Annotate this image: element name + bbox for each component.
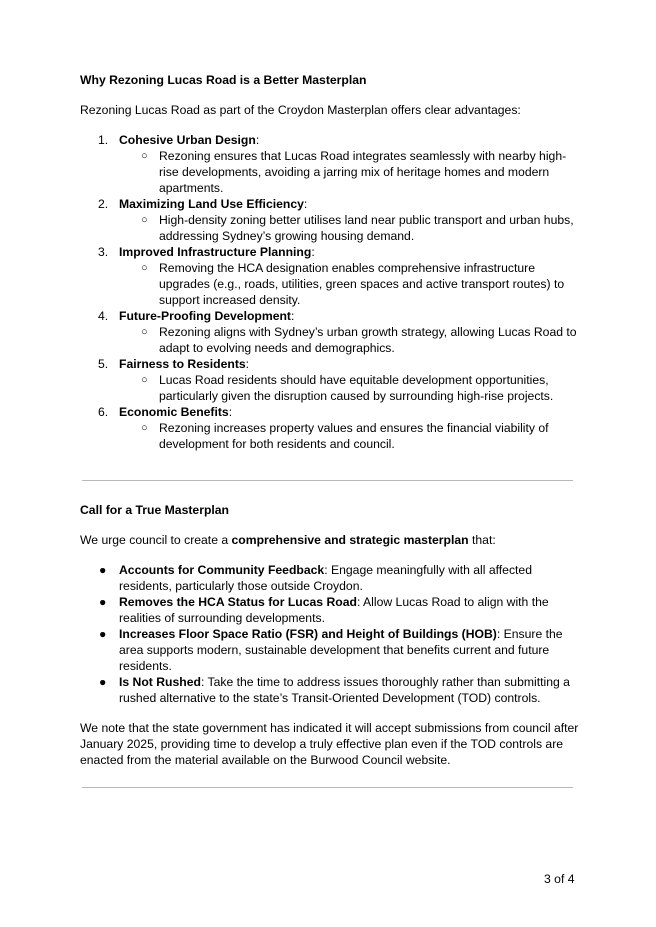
- list-number: 4.: [98, 309, 109, 323]
- circle-bullet-icon: ○: [141, 374, 148, 386]
- sub-list-item: [119, 420, 580, 452]
- sub-list-item: [119, 372, 580, 404]
- bullet-icon: ●: [99, 595, 107, 609]
- sub-item-text: Rezoning aligns with Sydney’s urban growth strategy, allowing Lucas Road to adapt to evolving needs and demographics.: [159, 325, 577, 355]
- bullet-text: : Take the time to address issues thoroughly rather than submitting a rushed alternative to the state’s Transit-Oriented Development (TOD) controls.: [119, 675, 570, 705]
- colon: :: [228, 405, 233, 419]
- bullet-text: : Allow Lucas Road to align with the realities of surrounding developments.: [119, 595, 549, 625]
- intro-text: We urge council to create a: [80, 533, 232, 547]
- list-item-title: Cohesive Urban Design: [119, 133, 256, 147]
- list-item: [80, 196, 580, 244]
- bullet-title: Removes the HCA Status for Lucas Road: [119, 595, 357, 609]
- colon: :: [255, 133, 260, 147]
- colon: :: [311, 245, 315, 259]
- list-number: 5.: [98, 357, 109, 371]
- bullet-icon: ●: [99, 563, 107, 577]
- list-item: [80, 674, 580, 706]
- bullet-text: : Engage meaningfully with all affected residents, particularly those outside Croydon.: [119, 563, 532, 593]
- section-heading-masterplan: Call for a True Masterplan: [80, 503, 229, 517]
- circle-bullet-icon: ○: [141, 150, 148, 162]
- list-item: [80, 132, 580, 196]
- page-number: 3 of 4: [544, 872, 575, 886]
- circle-bullet-icon: ○: [141, 326, 148, 338]
- bullet-text: : Ensure the area supports modern, sustainable development that benefits current and future residents.: [119, 627, 563, 673]
- list-item: [80, 356, 580, 404]
- bullet-title: Increases Floor Space Ratio (FSR) and Height of Buildings (HOB): [119, 627, 497, 641]
- sub-list-item: [119, 260, 580, 308]
- list-item-title: Fairness to Residents: [119, 357, 246, 371]
- list-item: [80, 308, 580, 356]
- section-intro-masterplan: [80, 532, 580, 548]
- document-page: [80, 72, 580, 452]
- list-item: [80, 404, 580, 452]
- list-item-title: Economic Benefits: [119, 405, 229, 419]
- list-item-title: Maximizing Land Use Efficiency: [119, 197, 304, 211]
- list-number: 3.: [98, 245, 109, 259]
- list-item: [80, 562, 580, 594]
- sub-item-text: Lucas Road residents should have equitable development opportunities, particularly given the disruption caused by surrounding high-rise projects.: [159, 373, 554, 403]
- list-number: 2.: [98, 197, 109, 211]
- masterplan-requirements-list: [80, 562, 580, 706]
- section-heading-rezoning: Why Rezoning Lucas Road is a Better Masterplan: [80, 73, 367, 87]
- bullet-title: Is Not Rushed: [119, 675, 201, 689]
- sub-item-text: Rezoning ensures that Lucas Road integrates seamlessly with nearby high-rise developments, avoiding a jarring mix of heritage homes and modern apartments.: [159, 149, 567, 195]
- list-item: [80, 594, 580, 626]
- list-item: [80, 626, 580, 674]
- section-intro-rezoning: Rezoning Lucas Road as part of the Croydon Masterplan offers clear advantages:: [80, 103, 521, 117]
- bullet-icon: ●: [99, 627, 107, 641]
- colon: :: [303, 197, 308, 211]
- colon: :: [245, 357, 250, 371]
- advantages-list: [80, 132, 580, 452]
- sub-item-text: Rezoning increases property values and ensures the financial viability of development for both residents and council.: [159, 421, 549, 451]
- list-item: [80, 244, 580, 308]
- horizontal-divider: [82, 787, 573, 788]
- colon: :: [290, 309, 295, 323]
- sub-list-item: [119, 148, 580, 196]
- circle-bullet-icon: ○: [141, 214, 148, 226]
- sub-list-item: [119, 324, 580, 356]
- sub-list-item: [119, 212, 580, 244]
- sub-item-text: High-density zoning better utilises land near public transport and urban hubs, addressing Sydney’s growing housing demand.: [159, 213, 574, 243]
- intro-text-end: that:: [468, 533, 496, 547]
- list-number: 6.: [98, 405, 109, 419]
- list-number: 1.: [98, 133, 109, 147]
- horizontal-divider: [82, 480, 573, 481]
- circle-bullet-icon: ○: [141, 422, 148, 434]
- circle-bullet-icon: ○: [141, 262, 148, 274]
- bullet-title: Accounts for Community Feedback: [119, 563, 325, 577]
- document-section-masterplan: [80, 502, 580, 768]
- intro-emphasis: comprehensive and strategic masterplan: [231, 533, 469, 547]
- closing-paragraph: We note that the state government has indicated it will accept submissions from council after January 2025, providing time to develop a truly effective plan even if the TOD controls are enacted from the material available on the Burwood Council website.: [80, 721, 579, 767]
- list-item-title: Future-Proofing Development: [119, 309, 291, 323]
- bullet-icon: ●: [99, 675, 107, 689]
- list-item-title: Improved Infrastructure Planning: [119, 245, 312, 259]
- sub-item-text: Removing the HCA designation enables comprehensive infrastructure upgrades (e.g., roads, utilities, green spaces and active transport routes) to support increased density.: [159, 261, 565, 307]
